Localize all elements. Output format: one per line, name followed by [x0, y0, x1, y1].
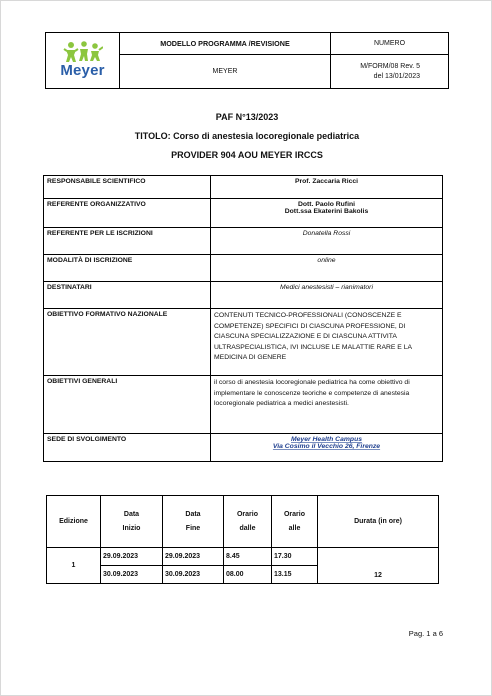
row2-dalle: 08.00 — [224, 566, 272, 584]
header-table — [45, 32, 449, 89]
data-fine-header-2: Fine — [185, 524, 201, 532]
editions-header-row — [47, 496, 439, 548]
orario-dalle-header-1: Orario — [236, 511, 258, 519]
data-inizio-header-2: Inizio — [122, 524, 141, 532]
referente-org-label: REFERENTE ORGANIZZATIVO — [44, 199, 211, 228]
sede-label: SEDE DI SVOLGIMENTO — [44, 434, 211, 462]
page-number: Pag. 1 a 6 — [408, 629, 443, 638]
row1-inizio: 29.09.2023 — [101, 548, 163, 566]
sede-name: Meyer Health Campus — [290, 436, 362, 443]
durata-value: 12 — [318, 548, 439, 584]
table-row — [44, 228, 443, 255]
table-row — [44, 255, 443, 282]
referente-org-value — [211, 199, 443, 228]
info-table — [43, 175, 443, 462]
table-row — [44, 282, 443, 309]
children-figures-icon — [63, 41, 103, 63]
logo-text: Meyer — [60, 61, 105, 79]
destinatari-label: DESTINATARI — [44, 282, 211, 309]
obiettivo-naz-label: OBIETTIVO FORMATIVO NAZIONALE — [44, 309, 211, 376]
orario-alle-header — [272, 496, 318, 548]
meyer-label: MEYER — [120, 55, 331, 89]
destinatari-value: Medici anestesisti – rianimatori — [211, 282, 443, 309]
data-inizio-header — [101, 496, 163, 548]
edizione-header: Edizione — [47, 496, 101, 548]
row2-fine: 30.09.2023 — [163, 566, 224, 584]
referente-iscr-value: Donatella Rossi — [211, 228, 443, 255]
modalita-label: MODALITÀ DI ISCRIZIONE — [44, 255, 211, 282]
paf-title: PAF N°13/2023 — [215, 112, 279, 122]
provider-title: PROVIDER 904 AOU MEYER IRCCS — [171, 150, 323, 160]
sede-value — [211, 434, 443, 462]
data-inizio-header-1: Data — [123, 511, 140, 519]
model-label: MODELLO PROGRAMMA /REVISIONE — [120, 33, 331, 55]
obiettivo-naz-value: CONTENUTI TECNICO-PROFESSIONALI (CONOSCENZE E COMPETENZE) SPECIFICI DI CIASCUNA PROFESSIONE, DI CIASCUNA SPECIALIZZAZIONE E DI CIASCUNA ATTIVITA ULTRASPECIALISTICA, IVI INCLUSE LE MALATTIE RARE E LA MEDICINA DI GENERE — [211, 309, 443, 376]
form-date: del 13/01/2023 — [373, 72, 420, 80]
modalita-value: online — [211, 255, 443, 282]
sede-address: Via Cosimo il Vecchio 26, Firenze — [272, 443, 381, 450]
form-code: M/FORM/08 Rev. 5 — [360, 62, 420, 70]
table-row — [44, 309, 443, 376]
edition-number: 1 — [47, 548, 101, 584]
logo-cell — [46, 33, 120, 89]
course-title: TITOLO: Corso di anestesia locoregionale pediatrica — [134, 131, 360, 141]
row1-fine: 29.09.2023 — [163, 548, 224, 566]
obiettivi-gen-label: OBIETTIVI GENERALI — [44, 376, 211, 434]
table-row — [44, 434, 443, 462]
editions-table — [46, 495, 439, 584]
table-row — [44, 376, 443, 434]
referente-iscr-label: REFERENTE PER LE ISCRIZIONI — [44, 228, 211, 255]
orario-alle-header-1: Orario — [283, 511, 305, 519]
meyer-logo — [53, 39, 113, 83]
referente-org-name-2: Dott.ssa Ekaterini Bakolis — [284, 208, 369, 215]
data-fine-header — [163, 496, 224, 548]
responsabile-label: RESPONSABILE SCIENTIFICO — [44, 176, 211, 199]
row1-alle: 17.30 — [272, 548, 318, 566]
obiettivi-gen-value: il corso di anestesia locoregionale pediatrica ha come obiettivo di implementare le conoscenze teoriche e competenze di anestesia locoregionale pediatrica a medici anestesisti. — [211, 376, 443, 434]
orario-dalle-header — [224, 496, 272, 548]
form-code-cell — [331, 55, 449, 89]
table-row — [47, 548, 439, 566]
referente-org-name-1: Dott. Paolo Rufini — [297, 201, 355, 208]
row2-inizio: 30.09.2023 — [101, 566, 163, 584]
durata-header: Durata (in ore) — [318, 496, 439, 548]
row1-dalle: 8.45 — [224, 548, 272, 566]
numero-label: NUMERO — [331, 33, 449, 55]
table-row — [44, 199, 443, 228]
orario-alle-header-2: alle — [288, 524, 301, 532]
row2-alle: 13.15 — [272, 566, 318, 584]
responsabile-value: Prof. Zaccaria Ricci — [211, 176, 443, 199]
orario-dalle-header-2: dalle — [239, 524, 256, 532]
table-row — [44, 176, 443, 199]
data-fine-header-1: Data — [185, 511, 201, 519]
